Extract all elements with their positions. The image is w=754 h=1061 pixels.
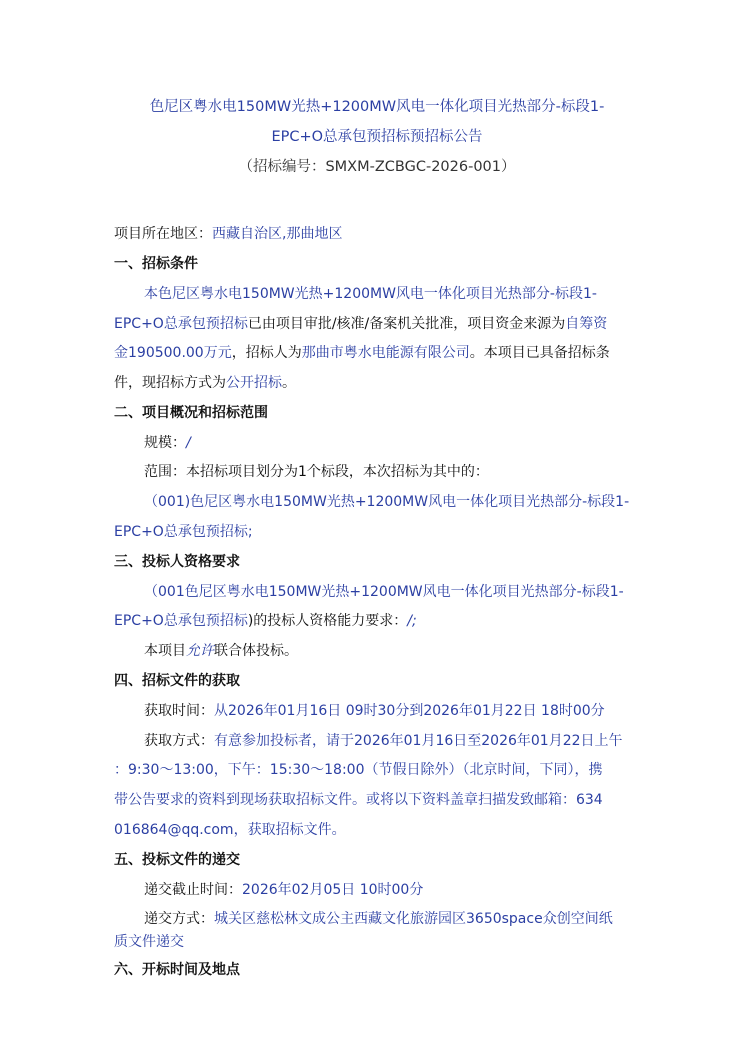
s1-fund-amount: 金190500.00万元 (114, 345, 232, 361)
s1-project-name-end: EPC+O总承包预招标 (114, 316, 248, 332)
region-label: 项目所在地区： (114, 226, 212, 242)
s3-joint-suffix: 联合体投标。 (214, 643, 298, 659)
section-5-heading: 五、投标文件的递交 (114, 852, 240, 868)
s5-way-label: 递交方式： (144, 911, 214, 927)
s4-obtain-method-line-1 (144, 731, 623, 751)
section-2-heading: 二、项目概况和招标范围 (114, 405, 268, 421)
s3-qualification-line-1: （001色尼区粤水电150MW光热+1200MW风电一体化项目光热部分-标段1- (144, 584, 624, 600)
s3-joint-prefix: 本项目 (144, 643, 186, 659)
s4-method-label: 获取方式： (144, 733, 214, 749)
s2-scale (144, 433, 191, 453)
title-line-1: 色尼区粤水电150MW光热+1200MW风电一体化项目光热部分-标段1- (149, 99, 605, 115)
s3-joint-bid (144, 641, 298, 661)
tender-code: （招标编号：SMXM-ZCBGC-2026-001） (238, 159, 516, 175)
s5-deadline-label: 递交截止时间： (144, 882, 242, 898)
s3-requirement-label: )的投标人资格能力要求： (247, 613, 408, 629)
s4-method-text-1: 有意参加投标者，请于2026年01月16日至2026年01月22日上午 (214, 733, 623, 749)
s1-approval-text: 已由项目审批/核准/备案机关批准，项目资金来源为 (247, 316, 566, 332)
section-6-heading: 六、开标时间及地点 (114, 962, 240, 978)
s5-way-text-1: 城关区慈松林文成公主西藏文化旅游园区3650space众创空间纸 (214, 911, 613, 927)
project-region (114, 224, 342, 244)
s2-item-line-2: EPC+O总承包预招标; (114, 524, 253, 540)
section-4-heading: 四、招标文件的获取 (114, 673, 240, 689)
s4-obtain-method-line-4: 016864@qq.com，获取招标文件。 (114, 822, 346, 838)
s1-paragraph-line-1: 本色尼区粤水电150MW光热+1200MW风电一体化项目光热部分-标段1- (144, 286, 597, 302)
s1-paragraph-line-4 (114, 373, 296, 393)
s3-qualification-line-2 (114, 611, 417, 631)
s2-scale-value: / (186, 435, 191, 451)
s2-scope: 范围：本招标项目划分为1个标段，本次招标为其中的： (144, 464, 489, 480)
s4-obtain-method-line-3: 带公告要求的资料到现场获取招标文件。或将以下资料盖章扫描发致邮箱：634 (114, 792, 603, 808)
s1-method-label: 件，现招标方式为 (114, 375, 226, 391)
s1-paragraph-line-2 (114, 314, 607, 334)
s1-paragraph-line-3 (114, 343, 610, 363)
s4-obtain-time (144, 701, 605, 721)
s4-time-value: 从2026年01月16日 09时30分到2026年01月22日 18时00分 (214, 703, 605, 719)
s5-submit-way-line-2: 质文件递交 (114, 934, 184, 950)
s1-tenderer-name: 那曲市粤水电能源有限公司 (301, 345, 470, 361)
s1-fund-source: 自筹资 (565, 316, 608, 332)
s2-scale-label: 规模： (144, 435, 186, 451)
s1-method-value: 公开招标 (226, 375, 282, 391)
s3-joint-value: 允许 (186, 643, 214, 659)
s5-deadline-value: 2026年02月05日 10时00分 (242, 882, 424, 898)
s1-tenderer-label: ，招标人为 (231, 345, 302, 361)
s5-deadline (144, 880, 423, 900)
s3-requirement-value: /; (407, 613, 417, 629)
s4-obtain-method-line-2: ：9:30～13:00，下午：15:30～18:00（节假日除外）（北京时间，下同），携 (114, 762, 603, 778)
s1-period: 。 (282, 375, 296, 391)
s5-submit-way-line-1 (144, 909, 613, 929)
s1-ready-text: 。本项目已具备招标条 (469, 345, 610, 361)
region-value: 西藏自治区,那曲地区 (212, 226, 343, 242)
section-1-heading: 一、招标条件 (114, 256, 198, 272)
s2-item-line-1: （001)色尼区粤水电150MW光热+1200MW风电一体化项目光热部分-标段1- (144, 494, 630, 510)
title-line-2: EPC+O总承包预招标预招标公告 (271, 129, 483, 145)
s4-time-label: 获取时间： (144, 703, 214, 719)
section-3-heading: 三、投标人资格要求 (114, 554, 240, 570)
s3-project-name-end: EPC+O总承包预招标 (114, 613, 248, 629)
